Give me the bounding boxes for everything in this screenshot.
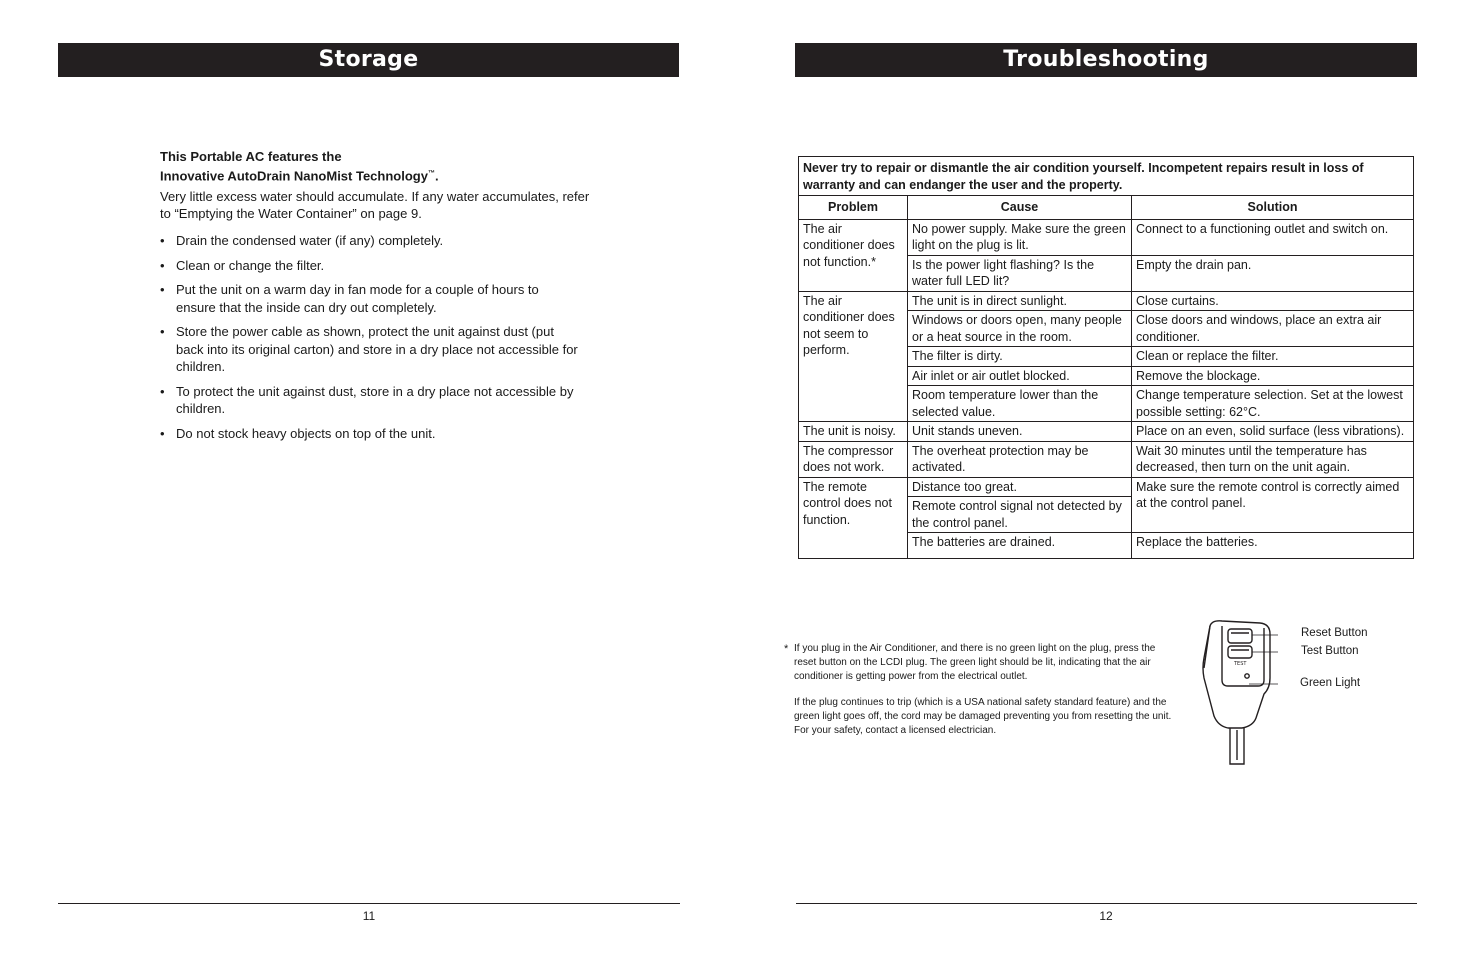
bullet-text: Do not stock heavy objects on top of the unit. <box>176 425 436 441</box>
bullet-text: To protect the unit against dust, store in a dry place not accessible by children. <box>176 383 574 416</box>
bullet-item <box>160 281 580 316</box>
bullet-item <box>160 257 580 275</box>
intro-title-period: . <box>434 168 439 184</box>
cause-cell: The filter is dirty. <box>908 347 1132 367</box>
intro-title-line2: Innovative AutoDrain NanoMist Technology <box>160 168 428 184</box>
reset-button-label: Reset Button <box>1301 627 1368 639</box>
plug-side-contour <box>1204 626 1210 668</box>
plug-body-outline <box>1203 621 1270 728</box>
bullet-dot: • <box>160 233 165 248</box>
storage-title-bar <box>58 43 679 77</box>
footer-rule-right <box>796 903 1417 904</box>
solution-cell: Make sure the remote control is correctly aimed at the control panel. <box>1132 477 1414 533</box>
problem-cell: The unit is noisy. <box>799 422 908 442</box>
bullet-dot: • <box>160 383 165 399</box>
solution-cell: Replace the batteries. <box>1132 533 1414 559</box>
cause-cell: Windows or doors open, many people or a heat source in the room. <box>908 311 1132 347</box>
bullet-dot: • <box>160 257 165 273</box>
lcdi-footnote <box>784 642 1174 738</box>
footnote-paragraph-2: If the plug continues to trip (which is a USA national safety standard feature) and the green light goes off, the cord may be damaged preventing you from resetting the unit. For your safety, contact a licensed electrician. <box>794 697 1172 736</box>
table-row <box>799 477 1414 497</box>
bullet-text: Store the power cable as shown, protect the unit against dust (put back into its original carton) and store in a dry place not accessible for children. <box>176 324 578 374</box>
column-header-cause: Cause <box>908 196 1132 220</box>
trademark-symbol: ™ <box>427 170 435 177</box>
solution-cell: Change temperature selection. Set at the lowest possible setting: 62°C. <box>1132 386 1414 422</box>
green-light-label: Green Light <box>1300 677 1361 689</box>
intro-title-line1: This Portable AC features the <box>160 149 342 164</box>
cause-cell: Room temperature lower than the selected value. <box>908 386 1132 422</box>
problem-cell: The air conditioner does not seem to perform. <box>799 291 908 422</box>
warning-text: Never try to repair or dismantle the air condition yourself. Incompetent repairs result in loss of warranty and can endanger the user and the property. <box>799 157 1414 196</box>
bullet-dot: • <box>160 324 165 339</box>
troubleshooting-title-bar <box>795 43 1417 77</box>
cause-cell: Distance too great. <box>908 477 1132 497</box>
test-button-label: Test Button <box>1301 645 1359 657</box>
intro-text: Very little excess water should accumulate. If any water accumulates, refer to “Emptying the Water Container” on page 9. <box>160 189 590 222</box>
table-row <box>799 219 1414 255</box>
cause-cell: The overheat protection may be activated. <box>908 441 1132 477</box>
bullet-text: Put the unit on a warm day in fan mode for a couple of hours to ensure that the inside can dry out completely. <box>176 282 539 315</box>
intro-title <box>160 148 590 184</box>
footnote-paragraph-1: If you plug in the Air Conditioner, and there is no green light on the plug, press the reset button on the LCDI plug. The green light should be lit, indicating that the air conditioner is getting power from the electrical outlet. <box>794 643 1156 682</box>
bullet-dot: • <box>160 282 165 297</box>
reset-button-shape <box>1228 629 1252 643</box>
footnote-asterisk: * <box>784 643 789 655</box>
cause-cell: Is the power light flashing? Is the water full LED lit? <box>908 255 1132 291</box>
bullet-item <box>160 323 580 376</box>
test-button-shape <box>1228 646 1252 658</box>
solution-cell: Place on an even, solid surface (less vibrations). <box>1132 422 1414 442</box>
solution-cell: Wait 30 minutes until the temperature has decreased, then turn on the unit again. <box>1132 441 1414 477</box>
problem-cell: The compressor does not work. <box>799 441 908 477</box>
table-header-row <box>799 196 1414 220</box>
green-light-shape <box>1245 674 1249 678</box>
cause-cell: Unit stands uneven. <box>908 422 1132 442</box>
cause-cell: Air inlet or air outlet blocked. <box>908 366 1132 386</box>
table-row <box>799 441 1414 477</box>
page-number-right: 12 <box>1099 909 1113 923</box>
test-engraving: TEST <box>1234 661 1247 667</box>
cause-cell: No power supply. Make sure the green light on the plug is lit. <box>908 219 1132 255</box>
bullet-item <box>160 232 580 250</box>
cause-cell: Remote control signal not detected by the control panel. <box>908 497 1132 533</box>
lcdi-plug-illustration <box>1198 618 1278 768</box>
cause-cell: The unit is in direct sunlight. <box>908 291 1132 311</box>
problem-cell: The remote control does not function. <box>799 477 908 559</box>
solution-cell: Connect to a functioning outlet and switch on. <box>1132 219 1414 255</box>
column-header-solution: Solution <box>1132 196 1414 220</box>
storage-intro <box>160 148 590 222</box>
solution-cell: Empty the drain pan. <box>1132 255 1414 291</box>
cause-cell: The batteries are drained. <box>908 533 1132 559</box>
bullet-item <box>160 383 580 418</box>
solution-cell: Close curtains. <box>1132 291 1414 311</box>
footer-rule-left <box>58 903 680 904</box>
solution-cell: Clean or replace the filter. <box>1132 347 1414 367</box>
column-header-problem: Problem <box>799 196 908 220</box>
bullet-text: Drain the condensed water (if any) completely. <box>176 233 444 248</box>
solution-cell: Close doors and windows, place an extra air conditioner. <box>1132 311 1414 347</box>
bullet-item <box>160 425 580 443</box>
table-row <box>799 422 1414 442</box>
bullet-text: Clean or change the filter. <box>176 257 325 273</box>
troubleshooting-table <box>798 156 1414 559</box>
problem-cell: The air conditioner does not function.* <box>799 219 908 291</box>
page-number-left: 11 <box>362 909 376 923</box>
solution-cell: Remove the blockage. <box>1132 366 1414 386</box>
bullet-dot: • <box>160 425 165 441</box>
storage-bullet-list <box>160 232 580 449</box>
table-row <box>799 291 1414 311</box>
troubleshooting-title: Troubleshooting <box>1003 47 1209 72</box>
storage-title: Storage <box>318 47 419 72</box>
